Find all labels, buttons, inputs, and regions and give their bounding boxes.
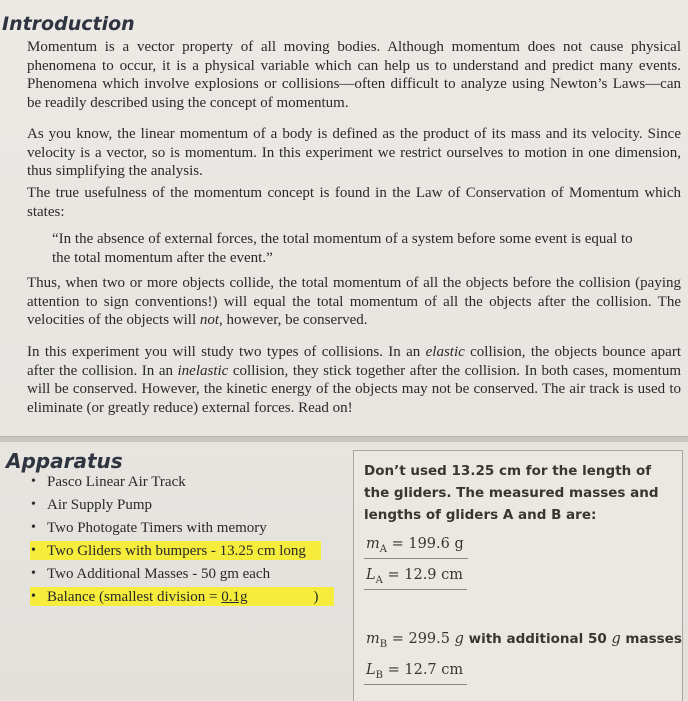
p5-emphasis-inelastic: inelastic xyxy=(177,362,229,379)
length-a-subscript: A xyxy=(375,574,383,586)
mass-b-extra-b: masses xyxy=(620,631,682,647)
mass-a-underline xyxy=(364,558,468,559)
length-a-symbol: L xyxy=(366,567,376,583)
mass-b-extra-a: with additional 50 xyxy=(463,631,612,647)
length-a-value: = 12.9 cm xyxy=(387,567,464,583)
list-item xyxy=(28,472,319,495)
callout-note: Don’t used 13.25 cm for the length of the gliders. The measured masses and lengths of gliders A and B are: xyxy=(364,463,659,523)
mass-a-subscript: A xyxy=(379,543,387,555)
bullet-1: • xyxy=(31,497,36,512)
list-item xyxy=(28,564,319,587)
mass-a-equation xyxy=(366,536,464,555)
bullet-5: • xyxy=(31,589,36,604)
glider-measurements-callout xyxy=(353,450,683,701)
intro-paragraph-4 xyxy=(27,274,681,330)
p4-text-before: Thus, when two or more objects collide, the total momentum of all the objects before the collision (paying attention to sign conventions!) will equal the total momentum of all the objects after the collision. The velocities of the objects will xyxy=(27,275,681,328)
apparatus-item-balance xyxy=(47,589,319,605)
balance-label-after: ) xyxy=(313,589,319,605)
conservation-law-quote: “In the absence of external forces, the total momentum of a system before some event is equal to the total momentum after the event.” xyxy=(52,231,633,266)
introduction-heading: Introduction xyxy=(2,13,135,35)
section-divider xyxy=(0,436,688,442)
bullet-0: • xyxy=(31,474,36,489)
apparatus-heading: Apparatus xyxy=(6,449,123,473)
balance-label-underlined: 0.1g xyxy=(221,589,248,605)
p4-text-after: , however, be conserved. xyxy=(219,312,368,328)
length-a-equation xyxy=(366,567,463,586)
mass-b-subscript: B xyxy=(379,638,388,650)
list-item xyxy=(28,541,319,564)
intro-paragraph-1: Momentum is a vector property of all moving bodies. Although momentum does not cause physical phenomena to occur, it is a physical variable which can help us to understand and predict many events. Phenomena which involve explosions or collisions—often difficult to analyze using Newton’s Laws—can be readily described using the concept of momentum. xyxy=(27,39,681,111)
apparatus-list xyxy=(28,472,319,610)
intro-paragraph-2: As you know, the linear momentum of a body is defined as the product of its mass and its velocity. Since velocity is a vector, so is momentum. In this experiment we restrict ourselves to motion in one dimension, thus simplifying the analysis. xyxy=(27,126,681,179)
mass-a-value: = 199.6 g xyxy=(391,536,464,552)
p4-emphasis: not xyxy=(199,312,220,328)
bullet-3: • xyxy=(31,543,36,558)
list-item xyxy=(28,518,319,541)
mass-a-symbol: m xyxy=(366,536,380,552)
intro-paragraph-3: The true usefulness of the momentum concept is found in the Law of Conservation of Momentum which states: xyxy=(27,185,681,220)
list-item xyxy=(28,587,319,610)
length-b-underline xyxy=(364,684,467,685)
mass-b-value: = 299.5 xyxy=(391,631,450,647)
mass-b-extra-unit: g xyxy=(611,631,621,647)
bullet-4: • xyxy=(31,566,36,581)
apparatus-item-air-track: Pasco Linear Air Track xyxy=(47,474,186,490)
apparatus-item-air-pump: Air Supply Pump xyxy=(47,497,153,513)
mass-b-symbol: m xyxy=(366,631,380,647)
mass-b-equation xyxy=(366,631,682,650)
mass-b-unit: g xyxy=(454,631,464,647)
length-b-symbol: L xyxy=(366,662,376,678)
apparatus-item-photogates: Two Photogate Timers with memory xyxy=(47,520,267,536)
p5-emphasis-elastic: elastic xyxy=(425,344,465,360)
length-b-value: = 12.7 cm xyxy=(387,662,464,678)
list-item xyxy=(28,495,319,518)
apparatus-item-masses: Two Additional Masses - 50 gm each xyxy=(47,566,271,582)
length-a-underline xyxy=(364,589,467,590)
length-b-equation xyxy=(366,662,463,681)
p5-text-a: In this experiment you will study two types of collisions. In an xyxy=(27,344,426,360)
intro-paragraph-5 xyxy=(27,343,681,417)
apparatus-item-gliders: Two Gliders with bumpers - 13.25 cm long xyxy=(47,543,306,559)
length-b-subscript: B xyxy=(375,669,383,681)
bullet-2: • xyxy=(31,520,36,535)
p5-text-b: collision, the objects bounce apart after the collision. In an xyxy=(27,344,681,379)
p5-text-c: collision, they stick together after the collision. In both cases, momentum will be conserved. However, the kinetic energy of the objects may not be conserved. The air track is used to eliminate (or greatly reduce) external forces. Read on! xyxy=(27,362,681,416)
balance-label-before: Balance (smallest division = xyxy=(47,589,222,605)
